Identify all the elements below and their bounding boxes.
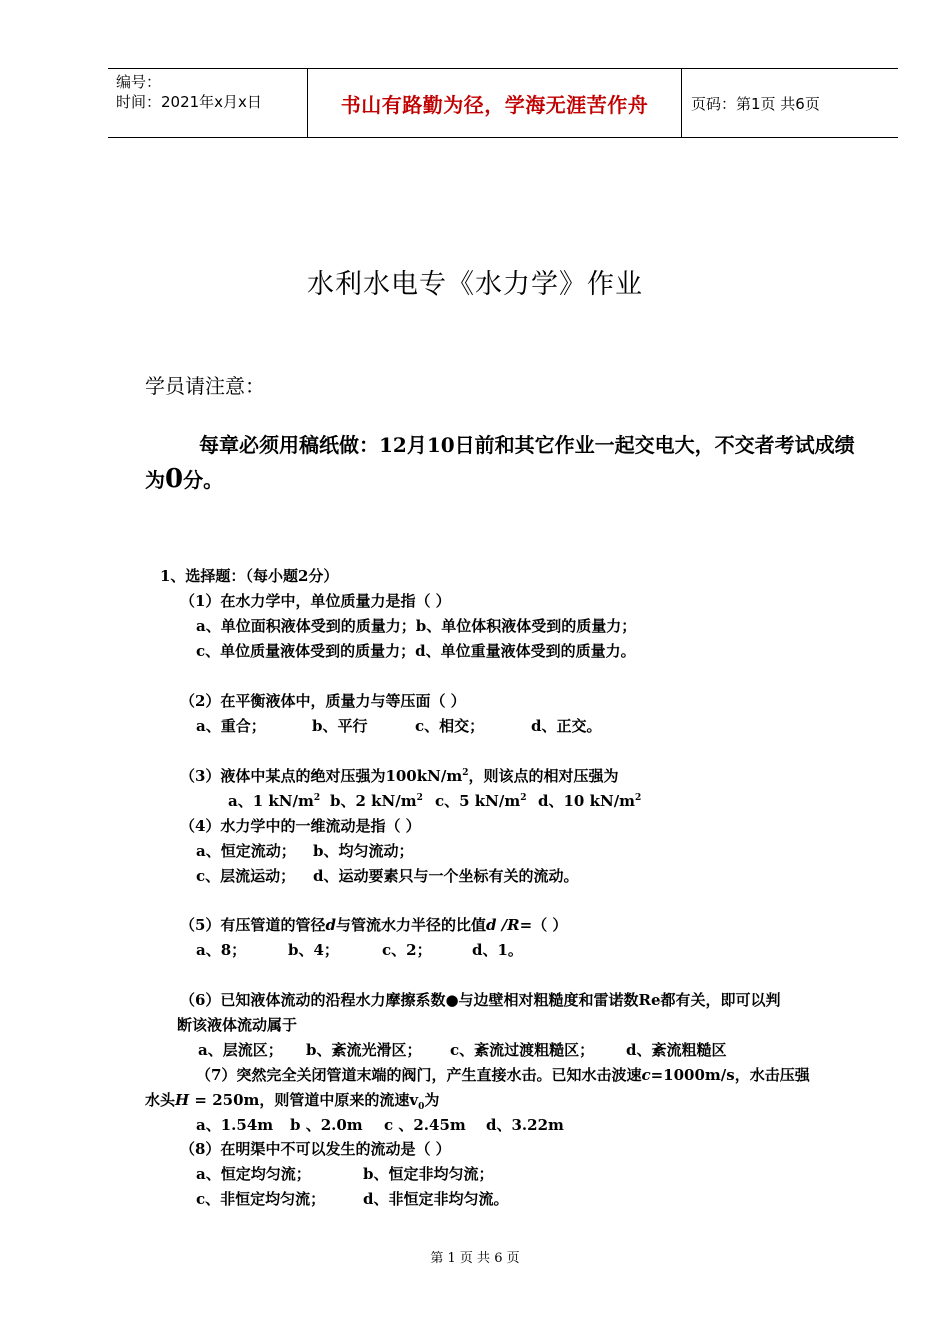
notice-body <box>145 428 865 497</box>
question-6-option-c: c、紊流过渡粗糙区； <box>450 1041 595 1059</box>
question-3-option-a-text: a、1 kN/m <box>228 792 314 810</box>
question-7-line2-post: 为 <box>424 1091 440 1109</box>
question-4-option-d: d、运动要素只与一个坐标有关的流动。 <box>313 867 579 885</box>
question-5-ratio: d /R <box>485 916 520 934</box>
question-5-stem-post: =（ ） <box>519 916 568 934</box>
question-7-line1 <box>196 1065 810 1085</box>
page-header <box>108 68 898 138</box>
question-5-stem-pre: （5）有压管道的管径 <box>180 916 326 934</box>
notice-text: 每章必须用稿纸做：12月10日前和其它作业一起交电大，不交者考试成绩为 <box>145 433 855 492</box>
question-6-option-b: b、紊流光滑区； <box>306 1041 422 1059</box>
question-2-option-a: a、重合； <box>196 717 266 735</box>
question-3-stem <box>180 766 619 786</box>
question-5-option-d: d、1。 <box>472 941 523 959</box>
question-7-line2-mid: = 250m，则管道中原来的流速v <box>189 1091 419 1109</box>
question-2-option-b: b、平行 <box>312 717 368 735</box>
question-7-option-a: a、1.54m <box>196 1116 274 1134</box>
question-8-option-d: d、非恒定非均匀流。 <box>363 1190 509 1208</box>
question-3-option-d <box>538 791 641 811</box>
question-7-line2 <box>145 1090 439 1110</box>
question-7-option-b: b 、2.0m <box>290 1116 363 1134</box>
question-6-line1: （6）已知液体流动的沿程水力摩擦系数●与边壁相对粗糙度和雷诺数Re都有关，即可以判 <box>180 991 781 1009</box>
question-3-option-c-text: c、5 kN/m <box>435 792 521 810</box>
question-7-c-variable: c <box>641 1066 651 1084</box>
question-3-option-c <box>435 791 527 811</box>
header-meta-cell <box>108 69 308 137</box>
question-7-subscript: 0 <box>418 1102 425 1112</box>
question-3-option-c-exp: 2 <box>520 793 527 803</box>
question-1-options-cd: c、单位质量液体受到的质量力；d、单位重量液体受到的质量力。 <box>196 642 636 660</box>
notice-tail: 分。 <box>183 468 224 492</box>
question-1-options-ab: a、单位面积液体受到的质量力；b、单位体积液体受到的质量力； <box>196 617 637 635</box>
question-3-stem-pre: （3）液体中某点的绝对压强为100kN/m <box>180 767 463 785</box>
question-3-option-b <box>330 791 423 811</box>
question-5-stem-mid: 与管流水力半径的比值 <box>335 916 486 934</box>
question-3-option-b-text: b、2 kN/m <box>330 792 417 810</box>
question-5-option-b: b、4； <box>288 941 339 959</box>
question-1-stem: （1）在水力学中，单位质量力是指（ ） <box>180 592 451 610</box>
number-label: 编号： <box>116 73 162 91</box>
time-label: 时间：2021年x月x日 <box>116 93 262 111</box>
question-2-option-d: d、正交。 <box>531 717 602 735</box>
question-8-option-c: c、非恒定均匀流； <box>196 1190 326 1208</box>
question-3-exponent: 2 <box>462 768 469 778</box>
question-7-h-variable: H <box>175 1091 190 1109</box>
question-3-option-a-exp: 2 <box>313 793 321 803</box>
question-2-option-c: c、相交； <box>415 717 485 735</box>
question-3-stem-post: ，则该点的相对压强为 <box>468 767 619 785</box>
header-page-info: 页码：第1页 共6页 <box>691 94 820 113</box>
question-5-stem <box>180 915 567 935</box>
question-6-option-d: d、紊流粗糙区 <box>626 1041 727 1059</box>
question-8-option-a: a、恒定均匀流； <box>196 1165 311 1183</box>
question-7-option-d: d、3.22m <box>486 1116 564 1134</box>
question-5-option-c: c、2； <box>382 941 432 959</box>
question-7-line1-post: =1000m/s，水击压强 <box>650 1066 810 1084</box>
question-7-option-c: c 、2.45m <box>384 1116 466 1134</box>
question-4-option-b: b、均匀流动； <box>313 842 414 860</box>
question-3-option-b-exp: 2 <box>416 793 423 803</box>
question-7-line2-pre: 水头 <box>145 1091 176 1109</box>
question-8-option-b: b、恒定非均匀流； <box>363 1165 494 1183</box>
question-4-option-c: c、层流运动； <box>196 867 296 885</box>
question-3-option-d-text: d、10 kN/m <box>538 792 636 810</box>
question-3-option-a <box>228 791 320 811</box>
header-motto: 书山有路勤为径，学海无涯苦作舟 <box>308 69 682 137</box>
notice-zero: 0 <box>165 464 184 494</box>
section-heading: 1、选择题：（每小题2分） <box>160 567 339 585</box>
document-title: 水利水电专《水力学》作业 <box>307 269 643 300</box>
question-3-option-d-exp: 2 <box>635 793 642 803</box>
question-5-option-a: a、8； <box>196 941 247 959</box>
page-footer: 第 1 页 共 6 页 <box>430 1251 520 1266</box>
question-6-option-a: a、层流区； <box>198 1041 283 1059</box>
question-8-stem: （8）在明渠中不可以发生的流动是（ ） <box>180 1140 451 1158</box>
question-4-stem: （4）水力学中的一维流动是指（ ） <box>180 817 421 835</box>
notice-heading: 学员请注意： <box>145 374 265 398</box>
question-6-line2: 断该液体流动属于 <box>177 1016 298 1034</box>
question-5-d-variable: d <box>325 916 336 934</box>
question-7-line1-pre: （7）突然完全关闭管道末端的阀门，产生直接水击。已知水击波速 <box>196 1066 642 1084</box>
question-2-stem: （2）在平衡液体中，质量力与等压面（ ） <box>180 692 466 710</box>
question-4-option-a: a、恒定流动； <box>196 842 296 860</box>
